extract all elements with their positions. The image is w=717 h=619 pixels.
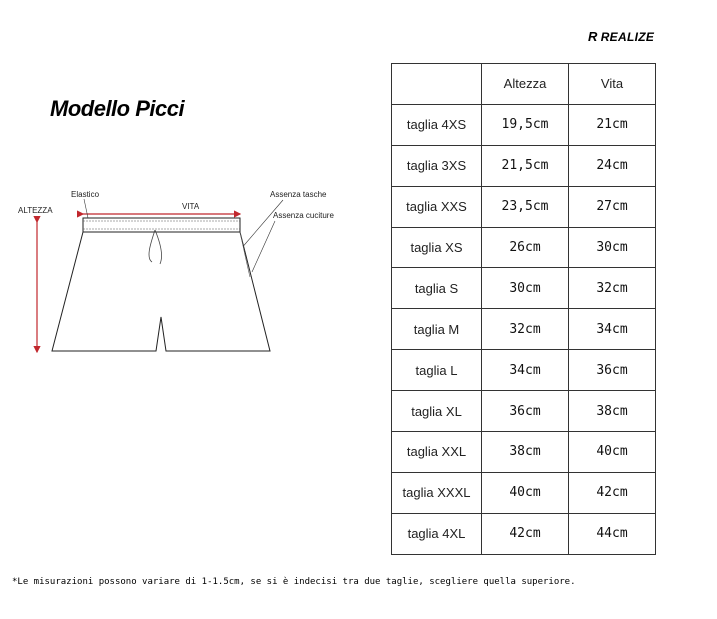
vita-cell: 24cm bbox=[569, 145, 656, 186]
table-row bbox=[392, 432, 656, 473]
table-row bbox=[392, 145, 656, 186]
vita-cell: 27cm bbox=[569, 186, 656, 227]
table-row bbox=[392, 104, 656, 145]
altezza-cell: 19,5cm bbox=[482, 104, 569, 145]
vita-cell: 40cm bbox=[569, 432, 656, 473]
assenza-tasche-label: Assenza tasche bbox=[270, 190, 327, 199]
cuciture-pointer bbox=[252, 221, 275, 272]
vita-label: VITA bbox=[182, 202, 200, 211]
table-header-row bbox=[392, 64, 656, 105]
tasche-pointer bbox=[240, 200, 283, 250]
altezza-cell: 30cm bbox=[482, 268, 569, 309]
size-cell: taglia M bbox=[392, 309, 482, 350]
vita-cell: 21cm bbox=[569, 104, 656, 145]
size-cell: taglia XS bbox=[392, 227, 482, 268]
table-row bbox=[392, 472, 656, 513]
header-cell: Vita bbox=[569, 64, 656, 105]
vita-cell: 38cm bbox=[569, 391, 656, 432]
altezza-cell: 36cm bbox=[482, 391, 569, 432]
altezza-cell: 32cm bbox=[482, 309, 569, 350]
altezza-cell: 34cm bbox=[482, 350, 569, 391]
vita-cell: 30cm bbox=[569, 227, 656, 268]
altezza-cell: 26cm bbox=[482, 227, 569, 268]
elastico-pointer bbox=[84, 199, 88, 218]
altezza-cell: 23,5cm bbox=[482, 186, 569, 227]
size-cell: taglia XXXL bbox=[392, 472, 482, 513]
r-logo-icon: R bbox=[588, 29, 598, 44]
size-cell: taglia XL bbox=[392, 391, 482, 432]
size-cell: taglia 3XS bbox=[392, 145, 482, 186]
size-cell: taglia S bbox=[392, 268, 482, 309]
altezza-label: ALTEZZA bbox=[18, 206, 53, 215]
footnote: *Le misurazioni possono variare di 1-1.5cm, se si è indecisi tra due taglie, scegliere quella superiore. bbox=[12, 577, 576, 587]
table-row bbox=[392, 227, 656, 268]
shorts-diagram bbox=[0, 180, 370, 370]
elastico-label: Elastico bbox=[71, 190, 100, 199]
table-row bbox=[392, 309, 656, 350]
size-cell: taglia XXL bbox=[392, 432, 482, 473]
size-cell: taglia L bbox=[392, 350, 482, 391]
vita-cell: 34cm bbox=[569, 309, 656, 350]
vita-cell: 42cm bbox=[569, 472, 656, 513]
altezza-cell: 21,5cm bbox=[482, 145, 569, 186]
header-cell: Altezza bbox=[482, 64, 569, 105]
vita-cell: 36cm bbox=[569, 350, 656, 391]
vita-cell: 44cm bbox=[569, 513, 656, 554]
altezza-cell: 40cm bbox=[482, 472, 569, 513]
altezza-cell: 42cm bbox=[482, 513, 569, 554]
altezza-cell: 38cm bbox=[482, 432, 569, 473]
table-row bbox=[392, 186, 656, 227]
size-table bbox=[391, 63, 656, 555]
size-cell: taglia XXS bbox=[392, 186, 482, 227]
table-row bbox=[392, 513, 656, 554]
table-row bbox=[392, 391, 656, 432]
brand-name: REALIZE bbox=[600, 29, 655, 44]
vita-cell: 32cm bbox=[569, 268, 656, 309]
page-title: Modello Picci bbox=[50, 96, 185, 121]
header-cell bbox=[392, 64, 482, 105]
size-cell: taglia 4XL bbox=[392, 513, 482, 554]
shorts-outline bbox=[52, 218, 270, 351]
table-row bbox=[392, 350, 656, 391]
table-row bbox=[392, 268, 656, 309]
size-cell: taglia 4XS bbox=[392, 104, 482, 145]
assenza-cuciture-label: Assenza cuciture bbox=[273, 211, 334, 220]
brand-logo bbox=[588, 29, 654, 44]
